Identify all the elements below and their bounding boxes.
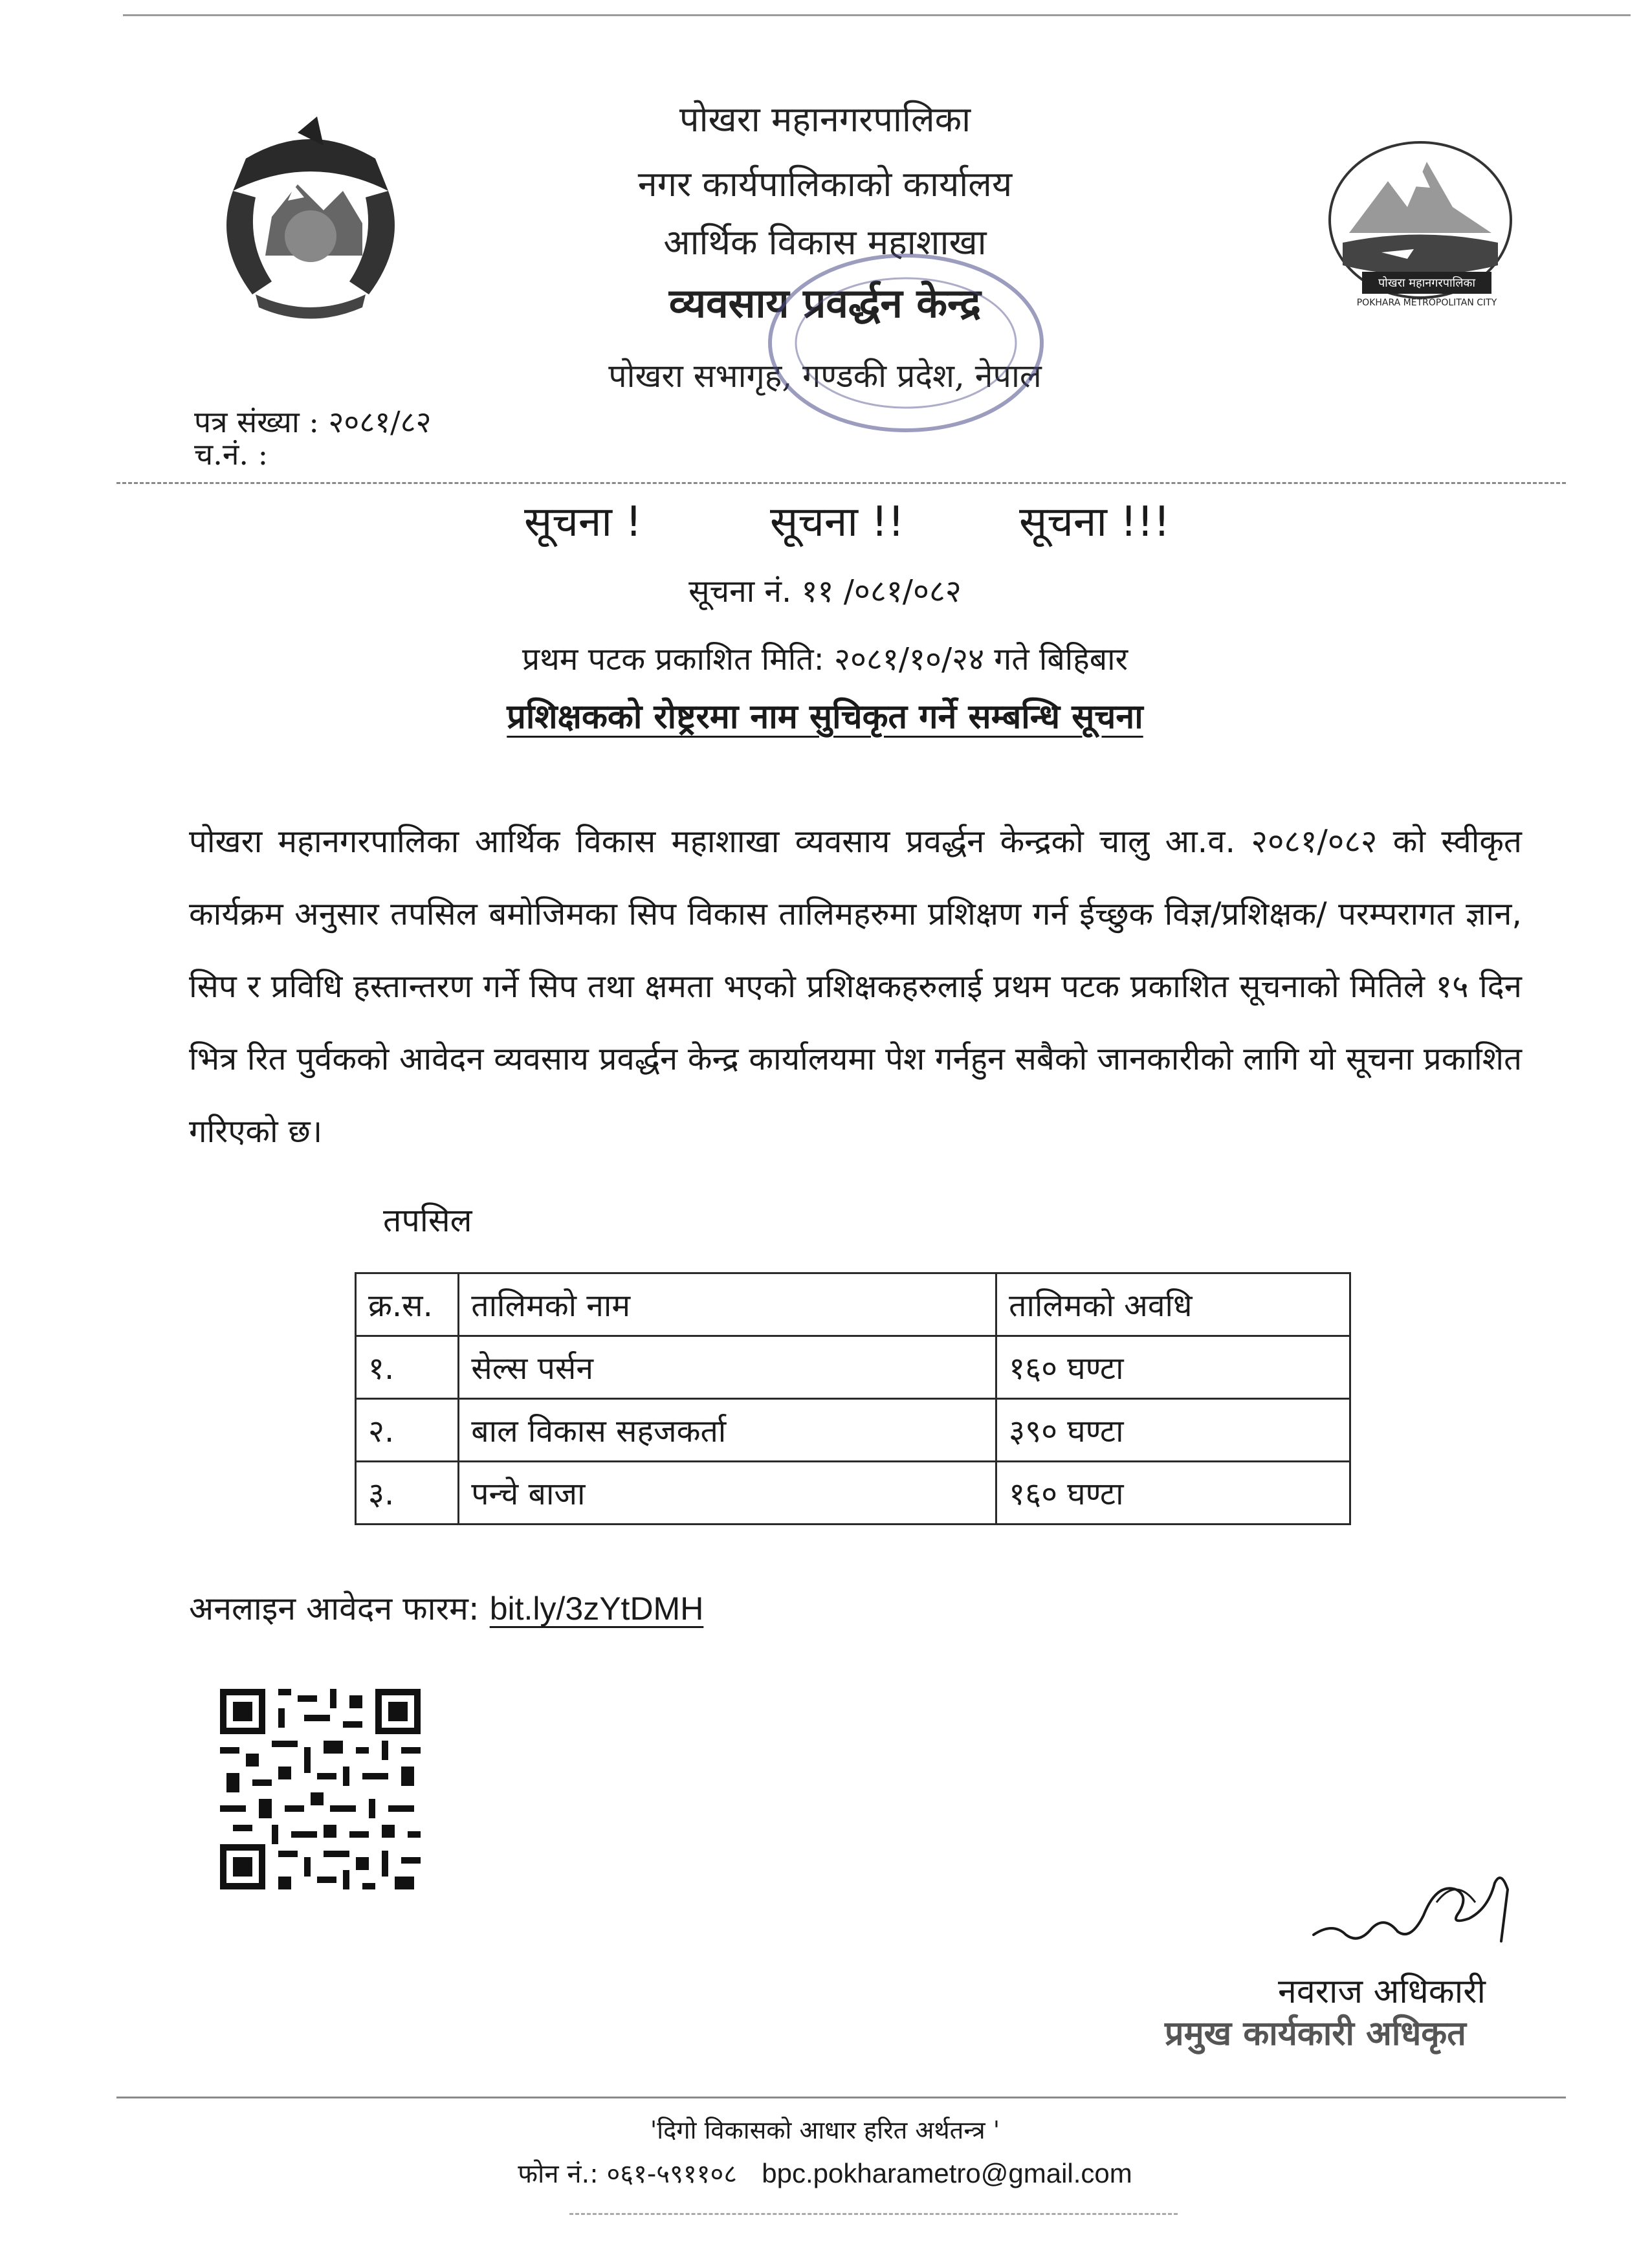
header-municipality: पोखरा महानगरपालिका: [679, 99, 971, 140]
footer-divider: [116, 2097, 1566, 2098]
footer-phone: फोन नं.: ०६१-५९११०८: [518, 2159, 738, 2189]
top-border: [123, 14, 1631, 16]
table-cell: १६० घण्टा: [996, 1462, 1350, 1525]
training-table: [355, 1272, 1351, 1525]
table-cell: बाल विकास सहजकर्ता: [459, 1399, 996, 1462]
table-cell: पन्चे बाजा: [459, 1462, 996, 1525]
footer-bottom-rule: [569, 2213, 1178, 2215]
notice-subject: [0, 692, 1650, 738]
publish-date: प्रथम पटक प्रकाशित मिति: २०८१/१०/२४ गते बिहिबार: [522, 641, 1128, 677]
online-form-label: अनलाइन आवेदन फारम:: [189, 1590, 479, 1627]
footer-email[interactable]: bpc.pokharametro@gmail.com: [762, 2158, 1132, 2188]
signatory-name: नवराज अधिकारी: [1278, 1972, 1486, 2011]
table-row: [356, 1462, 1350, 1525]
header-centre: व्यवसाय प्रवर्द्धन केन्द्र: [668, 280, 982, 327]
table-cell: १.: [356, 1336, 459, 1399]
table-cell: सेल्स पर्सन: [459, 1336, 996, 1399]
schedule-label: तपसिल: [383, 1202, 472, 1239]
notice-heading-3: सूचना !!!: [1019, 498, 1171, 546]
table-header-row: [356, 1273, 1350, 1336]
notice-number: सूचना नं. ११ /०८१/०८२: [688, 573, 962, 610]
handwritten-signature-icon: [1307, 1864, 1521, 1961]
column-header: तालिमको नाम: [459, 1273, 996, 1336]
letter-number: पत्र संख्या : २०८१/८२: [194, 404, 432, 439]
office-stamp-icon: [764, 246, 1048, 440]
header-office: नगर कार्यपालिकाको कार्यालय: [637, 164, 1013, 204]
footer-slogan: 'दिगो विकासको आधार हरित अर्थतन्त्र ': [650, 2116, 1000, 2144]
notice-heading-2: सूचना !!: [770, 498, 905, 546]
dispatch-number: च.नं. :: [194, 437, 269, 472]
table-cell: २.: [356, 1399, 459, 1462]
footer-contact: [0, 2155, 1650, 2190]
logo-text: पोखरा महानगरपालिका: [1378, 276, 1476, 290]
qr-code-icon[interactable]: [214, 1682, 427, 1896]
notice-heading-1: सूचना !: [524, 498, 642, 546]
notice-subject-text: प्रशिक्षकको रोष्ट्ररमा नाम सुचिकृत गर्ने सम्बन्धि सूचना: [507, 698, 1143, 736]
table-row: [356, 1336, 1350, 1399]
header-address: पोखरा सभागृह, गण्डकी प्रदेश, नेपाल: [608, 357, 1042, 395]
signatory-title: प्रमुख कार्यकारी अधिकृत: [1165, 2014, 1466, 2053]
online-form-link[interactable]: bit.ly/3zYtDMH: [489, 1591, 704, 1627]
logo-text-en: POKHARA METROPOLITAN CITY: [1356, 298, 1497, 308]
table-cell: १६० घण्टा: [996, 1336, 1350, 1399]
table-cell: ३.: [356, 1462, 459, 1525]
header-division: आर्थिक विकास महाशाखा: [663, 222, 987, 263]
table-cell: ३९० घण्टा: [996, 1399, 1350, 1462]
column-header: क्र.स.: [356, 1273, 459, 1336]
column-header: तालिमको अवधि: [996, 1273, 1350, 1336]
online-form-line: [189, 1585, 703, 1629]
notice-heading-row: [0, 492, 1650, 550]
header-divider: [116, 482, 1566, 484]
notice-body: पोखरा महानगरपालिका आर्थिक विकास महाशाखा व्यवसाय प्रवर्द्धन केन्द्रको चालु आ.व. २०८१/०८२ को स्वीकृत कार्यक्रम अनुसार तपसिल बमोजिमका सिप विकास तालिमहरुमा प्रशिक्षण गर्न ईच्छुक विज्ञ/प्रशिक्षक/ परम्परागत ज्ञान, सिप र प्रविधि हस्तान्तरण गर्ने सिप तथा क्षमता भएको प्रशिक्षकहरुलाई प्रथम पटक प्रकाशित सूचनाको मितिले १५ दिन भित्र रित पुर्वकको आवेदन व्यवसाय प्रवर्द्धन केन्द्र कार्यालयमा पेश गर्नहुन सबैको जानकारीको लागि यो सूचना प्रकाशित गरिएको छ।: [189, 823, 1522, 1150]
table-row: [356, 1399, 1350, 1462]
